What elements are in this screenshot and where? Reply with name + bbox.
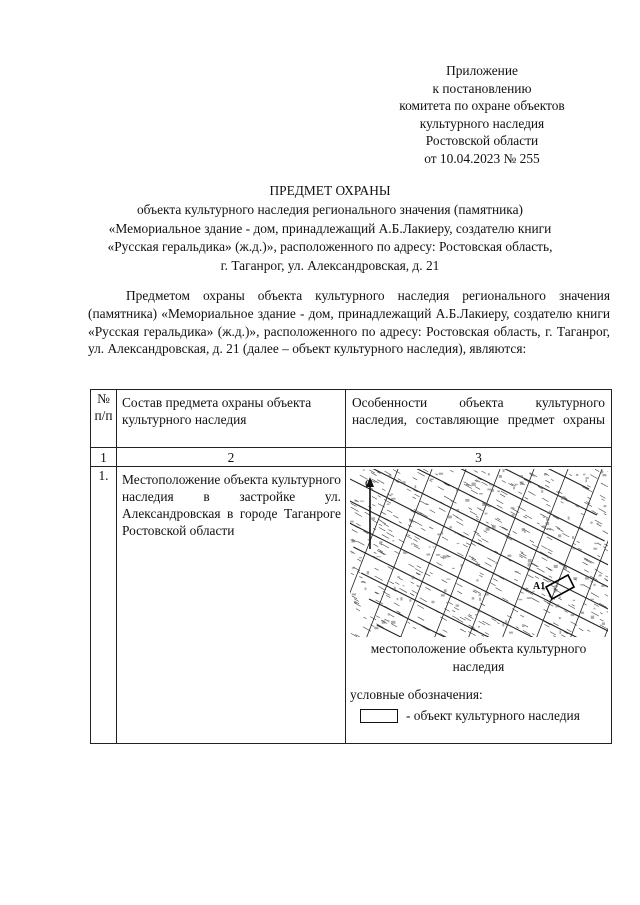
appendix-line: комитета по охране объектов: [399, 98, 565, 114]
header-features: Особенности объекта культурного наследия, составляющие предмет охраны: [346, 390, 612, 448]
legend-item-label: - объект культурного наследия: [406, 708, 580, 723]
appendix-block: [362, 62, 602, 168]
column-number: 1: [91, 448, 117, 467]
appendix-line: культурного наследия: [419, 115, 545, 131]
title-line: «Русская геральдика» (ж.д.)», расположенного по адресу: Ростовская область,: [107, 239, 553, 255]
header-num: № п/п: [91, 390, 117, 448]
row-num: 1.: [91, 467, 117, 744]
column-number: 3: [346, 448, 612, 467]
table-header-row: [91, 390, 612, 448]
header-composition: Состав предмета охраны объекта культурного наследия: [117, 390, 346, 448]
legend-item: [360, 707, 607, 724]
column-number-row: [91, 448, 612, 467]
appendix-line: Ростовской области: [425, 133, 539, 149]
row-features: [346, 467, 612, 744]
appendix-line: от 10.04.2023 № 255: [424, 150, 540, 166]
map-caption: местоположение объекта культурного наследия: [370, 641, 587, 674]
table-row: [91, 467, 612, 744]
title-line: г. Таганрог, ул. Александровская, д. 21: [220, 257, 440, 273]
location-map: [350, 469, 608, 637]
column-number: 2: [117, 448, 346, 467]
object-label: А1: [533, 581, 546, 592]
document-title: [60, 182, 600, 275]
protection-table: [90, 389, 612, 744]
appendix-line: Приложение: [446, 63, 518, 78]
north-label: С: [365, 478, 373, 490]
row-composition: Местоположение объекта культурного наследия в застройке ул. Александровская в городе Таганроге Ростовской области: [117, 467, 346, 744]
intro-paragraph: Предметом охраны объекта культурного наследия регионального значения (памятника) «Мемориальное здание - дом, принадлежащий А.Б.Лакиеру, создателю книги «Русская геральдика» (ж.д.)», расположенного по адресу: Ростовская область, г. Таганрог, ул. Александровская, д. 21 (далее – объект культурного наследия), являются:: [88, 288, 610, 357]
title-line: объекта культурного наследия регионального значения (памятника): [136, 202, 524, 218]
title-main: ПРЕДМЕТ ОХРАНЫ: [269, 183, 391, 198]
legend-box-icon: [360, 709, 398, 723]
title-line: «Мемориальное здание - дом, принадлежащий А.Б.Лакиеру, создателю книги: [108, 220, 552, 236]
appendix-line: к постановлению: [432, 80, 532, 96]
legend-title: условные обозначения:: [350, 687, 483, 702]
